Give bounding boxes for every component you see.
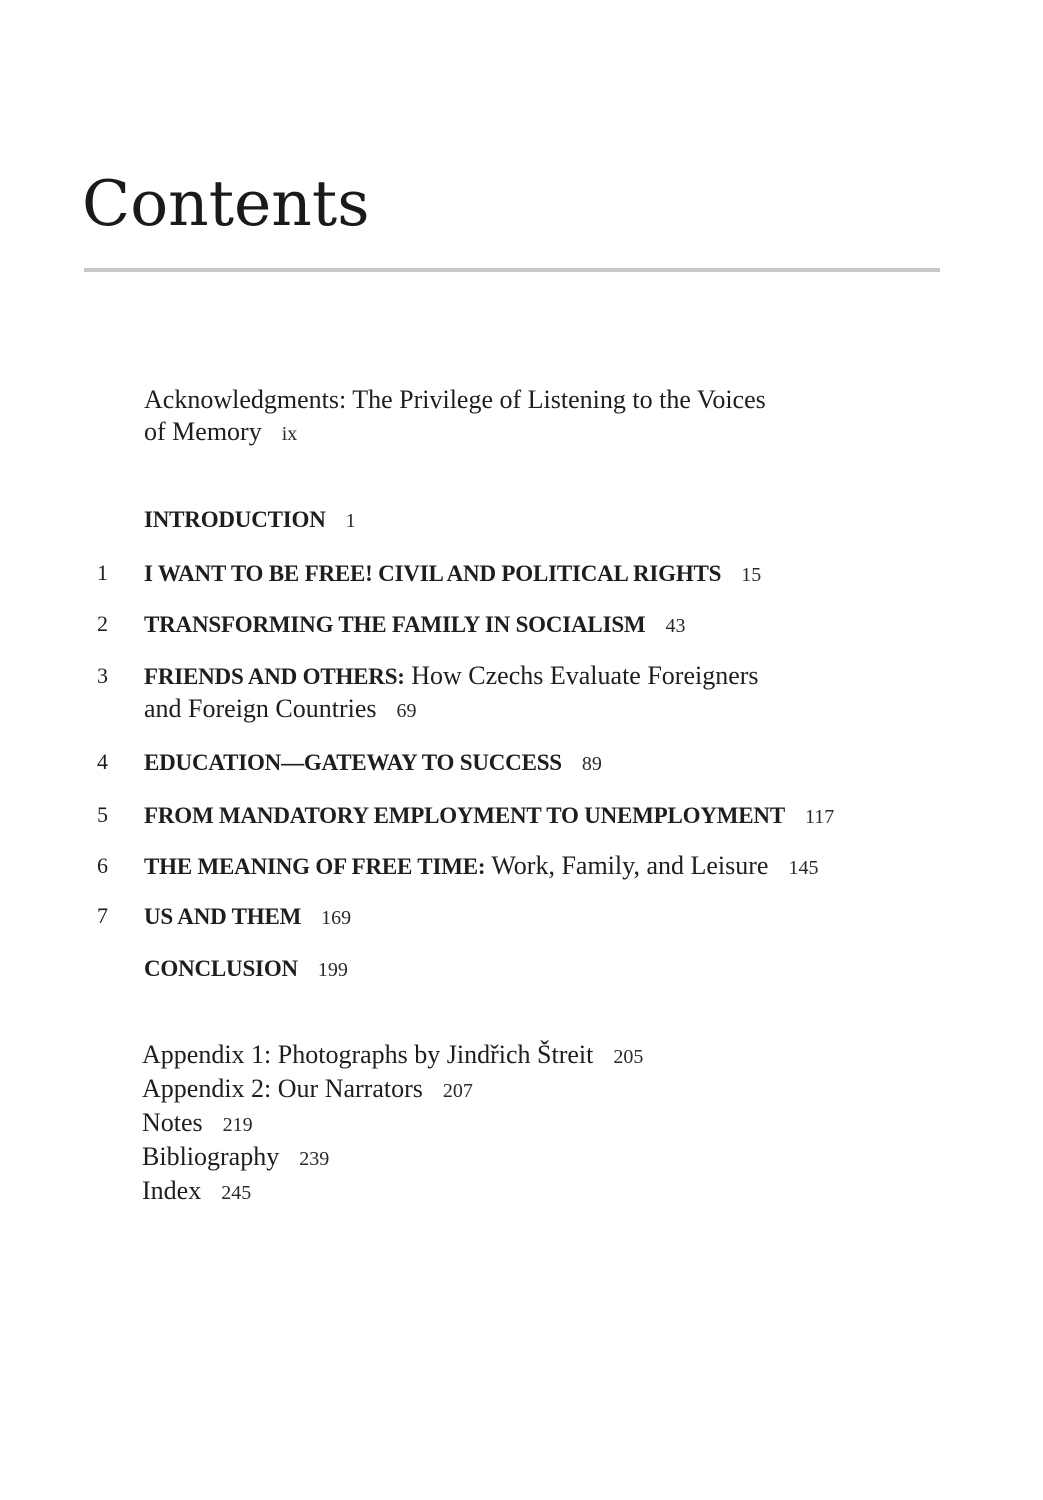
toc-entry-conclusion[interactable] (144, 952, 348, 986)
page-number: 205 (613, 1046, 644, 1068)
entry-title: FRIENDS AND OTHERS: (144, 664, 405, 689)
entry-subtitle: How Czechs Evaluate Foreigners (411, 661, 759, 690)
entry-title: FROM MANDATORY EMPLOYMENT TO UNEMPLOYMENT (144, 803, 785, 828)
toc-entry-chapter-1[interactable] (144, 557, 761, 591)
toc-entry-appendix-1[interactable] (142, 1039, 643, 1073)
page-number: 43 (665, 615, 686, 637)
page-title: Contents (82, 167, 370, 240)
chapter-number: 2 (97, 611, 108, 636)
chapter-number: 6 (97, 853, 108, 878)
entry-title: CONCLUSION (144, 956, 298, 981)
toc-entry-bibliography[interactable] (142, 1141, 329, 1175)
toc-entry-chapter-2[interactable] (144, 608, 685, 642)
entry-title: Appendix 2: Our Narrators (142, 1074, 423, 1103)
toc-entry-chapter-3[interactable] (144, 660, 759, 727)
toc-entry-chapter-6[interactable] (144, 850, 818, 884)
toc-entry-appendix-2[interactable] (142, 1073, 473, 1107)
page-number: 207 (442, 1080, 473, 1102)
toc-entry-chapter-5[interactable] (144, 799, 834, 833)
entry-subtitle-line-2: and Foreign Countries (144, 694, 377, 723)
page-number: 89 (581, 753, 602, 775)
toc-entry-introduction[interactable] (144, 503, 356, 537)
entry-title: TRANSFORMING THE FAMILY IN SOCIALISM (144, 612, 646, 637)
page-number: 219 (222, 1114, 253, 1136)
page-number: 117 (804, 806, 835, 828)
chapter-number: 1 (97, 560, 108, 585)
entry-title: Appendix 1: Photographs by Jindřich Štreit (142, 1040, 594, 1069)
page-number: 239 (299, 1148, 330, 1170)
entry-title: Index (142, 1176, 202, 1205)
toc-entry-notes[interactable] (142, 1107, 253, 1141)
page-number: 169 (321, 907, 352, 929)
entry-title: EDUCATION—GATEWAY TO SUCCESS (144, 750, 562, 775)
title-divider (84, 268, 940, 272)
toc-entry-chapter-7[interactable] (144, 900, 351, 934)
entry-title: US AND THEM (144, 904, 302, 929)
toc-entry-chapter-4[interactable] (144, 746, 602, 780)
chapter-number: 3 (97, 663, 108, 688)
entry-subtitle: Work, Family, and Leisure (491, 851, 769, 880)
chapter-number: 7 (97, 903, 108, 928)
page-number: 245 (221, 1182, 252, 1204)
chapter-number: 4 (97, 749, 108, 774)
entry-title-line-2: of Memory (144, 417, 262, 446)
page-number: 145 (788, 857, 819, 879)
page-number: 1 (345, 510, 356, 532)
entry-title: Notes (142, 1108, 203, 1137)
entry-title-line-1: Acknowledgments: The Privilege of Listening to the Voices (144, 385, 766, 414)
page-number: ix (281, 423, 298, 445)
page-number: 69 (396, 700, 417, 722)
toc-entry-acknowledgments[interactable] (144, 384, 766, 450)
toc-entry-index[interactable] (142, 1175, 251, 1209)
entry-title: Bibliography (142, 1142, 280, 1171)
entry-title: THE MEANING OF FREE TIME: (144, 854, 486, 879)
chapter-number: 5 (97, 802, 108, 827)
entry-title: I WANT TO BE FREE! CIVIL AND POLITICAL RIGHTS (144, 561, 722, 586)
page-number: 15 (741, 564, 762, 586)
entry-title: INTRODUCTION (144, 507, 326, 532)
page-number: 199 (317, 959, 348, 981)
